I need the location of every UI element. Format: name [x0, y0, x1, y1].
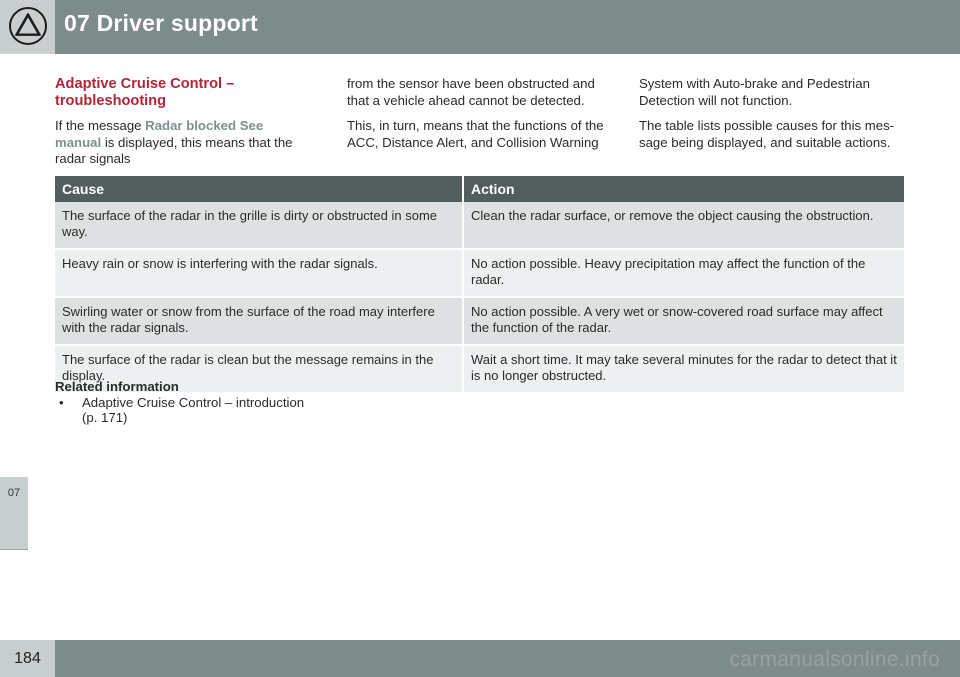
table-intro-paragraph: The table lists possible causes for this mes-sage being displayed, and suitable actions. [639, 118, 895, 150]
watermark: carmanualsonline.info [729, 648, 940, 671]
table-row [55, 249, 904, 297]
cause-cell: The surface of the radar is clean but the message remains in the display. [55, 345, 463, 393]
action-cell: Clean the radar surface, or remove the object causing the obstruction. [463, 202, 904, 249]
table-header-row [55, 176, 904, 202]
action-cell: Wait a short time. It may take several minutes for the radar to detect that it is no longer obstructed. [463, 345, 904, 393]
chapter-icon-box [0, 0, 55, 54]
related-link-text [82, 395, 304, 425]
action-cell: No action possible. Heavy precipitation may affect the function of the radar. [463, 249, 904, 297]
related-information [55, 379, 335, 425]
chapter-header [0, 0, 960, 54]
column-header-action: Action [463, 176, 904, 202]
radar-message: Radar blocked See manual [55, 118, 264, 150]
functions-continuation: System with Auto-brake and Pedestrian Detection will not function. [639, 76, 870, 108]
cause-cell: The surface of the radar in the grille is dirty or obstructed in some way. [55, 202, 463, 249]
functions-paragraph: This, in turn, means that the functions of the ACC, Distance Alert, and Collision Warning [347, 118, 604, 150]
intro-prefix: If the message [55, 118, 146, 133]
related-link[interactable] [55, 395, 335, 425]
related-heading: Related information [55, 379, 179, 394]
page-number: 184 [14, 650, 41, 667]
table-row [55, 202, 904, 249]
action-cell: No action possible. A very wet or snow-covered road surface may affect the function of the radar. [463, 297, 904, 345]
text-column-2 [347, 76, 615, 160]
intro-paragraph [55, 118, 323, 168]
chapter-title: 07 Driver support [64, 10, 258, 36]
side-tab-label: 07 [7, 487, 21, 499]
related-link-title: Adaptive Cruise Control – introduction [82, 395, 305, 410]
page-number-box [0, 640, 55, 677]
related-link-page: (p. 171) [82, 410, 128, 425]
cause-cell: Swirling water or snow from the surface of the road may interfere with the radar signals. [55, 297, 463, 345]
text-column-1 [55, 76, 323, 177]
section-heading: Adaptive Cruise Control – troubleshooting [55, 76, 235, 109]
text-column-3 [639, 76, 907, 160]
intro-suffix: is displayed, this means that the radar signals [55, 134, 293, 166]
table-row [55, 297, 904, 345]
side-divider [0, 549, 28, 550]
column-header-cause: Cause [55, 176, 463, 202]
intro-continuation: from the sensor have been obstructed and that a vehicle ahead cannot be detected. [347, 76, 595, 108]
bullet-icon: • [59, 395, 64, 410]
warning-triangle-icon [8, 6, 48, 46]
chapter-side-tab [0, 477, 28, 549]
cause-cell: Heavy rain or snow is interfering with the radar signals. [55, 249, 463, 297]
troubleshooting-table [55, 176, 904, 394]
